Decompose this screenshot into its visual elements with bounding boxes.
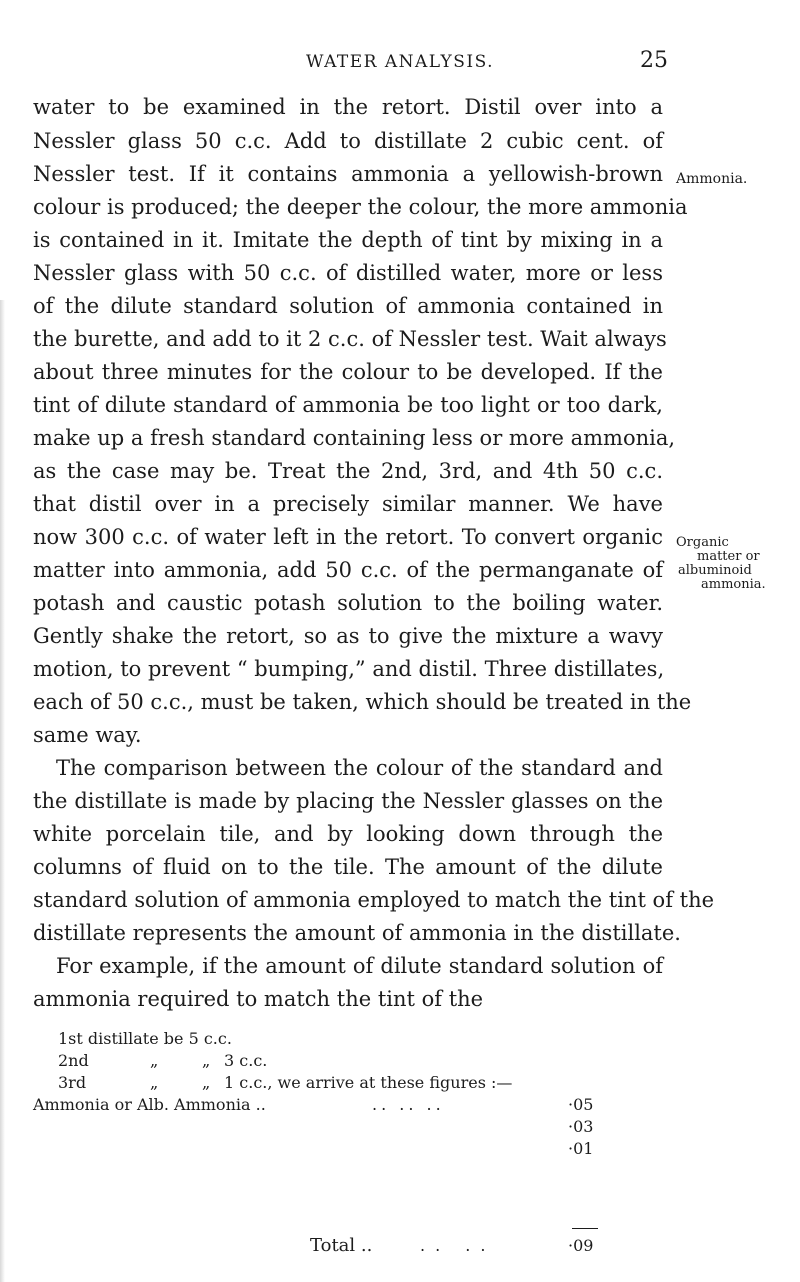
body-line-14: now 300 c.c. of water left in the retort. To convert organic <box>33 525 663 549</box>
body-line-23: white porcelain tile, and by looking down through the <box>33 822 663 846</box>
figures-leader-dots: .. .. .. <box>372 1095 445 1114</box>
body-line-18: motion, to prevent “ bumping,” and distil. Three distillates, <box>33 657 665 681</box>
body-line-4: colour is produced; the deeper the colour, the more ammonia <box>33 195 688 219</box>
total-leader-dots: .. .. <box>420 1236 496 1255</box>
body-line-22: the distillate is made by placing the Nessler glasses on the <box>33 789 663 813</box>
body-line-3: Nessler test. If it contains ammonia a yellowish-brown <box>33 162 663 186</box>
distillate-line-2-ditto-2: „ <box>202 1051 211 1070</box>
body-line-7: of the dilute standard solution of ammonia contained in <box>33 294 663 318</box>
body-line-16: potash and caustic potash solution to the boiling water. <box>33 591 663 615</box>
distillate-line-3-ditto-1: „ <box>150 1073 159 1092</box>
body-line-27: For example, if the amount of dilute standard solution of <box>56 954 663 978</box>
body-line-6: Nessler glass with 50 c.c. of distilled water, more or less <box>33 261 663 285</box>
figure-value-2: ·03 <box>568 1117 594 1136</box>
body-line-12: as the case may be. Treat the 2nd, 3rd, and 4th 50 c.c. <box>33 459 663 483</box>
side-note-organic-1: Organic <box>676 535 729 550</box>
total-rule <box>572 1228 598 1229</box>
body-line-26: distillate represents the amount of ammonia in the distillate. <box>33 921 681 945</box>
side-note-ammonia: Ammonia. <box>676 171 748 187</box>
body-line-21: The comparison between the colour of the standard and <box>56 756 663 780</box>
running-header: WATER ANALYSIS. <box>305 52 495 72</box>
distillate-line-2-ordinal: 2nd <box>58 1051 89 1070</box>
body-line-28: ammonia required to match the tint of the <box>33 987 484 1011</box>
body-line-8: the burette, and add to it 2 c.c. of Nessler test. Wait always <box>33 327 667 351</box>
body-line-11: make up a fresh standard containing less or more ammonia, <box>33 426 676 450</box>
total-value: ·09 <box>568 1236 594 1255</box>
distillate-line-3-value: 1 c.c., we arrive at these figures :— <box>224 1073 513 1092</box>
body-line-9: about three minutes for the colour to be developed. If the <box>33 360 663 384</box>
figures-label: Ammonia or Alb. Ammonia .. <box>33 1095 266 1114</box>
page-number: 25 <box>640 48 668 73</box>
body-line-25: standard solution of ammonia employed to match the tint of the <box>33 888 715 912</box>
distillate-line-2-ditto-1: „ <box>150 1051 159 1070</box>
total-label: Total .. <box>310 1235 373 1256</box>
body-line-24: columns of fluid on to the tile. The amount of the dilute <box>33 855 663 879</box>
body-line-1: water to be examined in the retort. Distil over into a <box>33 95 663 119</box>
body-line-19: each of 50 c.c., must be taken, which should be treated in the <box>33 690 692 714</box>
distillate-line-3-ditto-2: „ <box>202 1073 211 1092</box>
side-note-organic-4: ammonia. <box>701 577 766 592</box>
figure-value-3: ·01 <box>568 1139 594 1158</box>
distillate-line-1: 1st distillate be 5 c.c. <box>58 1029 232 1048</box>
side-note-organic-2: matter or <box>697 549 760 564</box>
figure-value-1: ·05 <box>568 1095 594 1114</box>
body-line-13: that distil over in a precisely similar manner. We have <box>33 492 663 516</box>
page-edge-shadow <box>0 300 5 1282</box>
body-line-15: matter into ammonia, add 50 c.c. of the permanganate of <box>33 558 663 582</box>
body-line-2: Nessler glass 50 c.c. Add to distillate 2 cubic cent. of <box>33 129 663 153</box>
body-line-17: Gently shake the retort, so as to give the mixture a wavy <box>33 624 663 648</box>
body-line-20: same way. <box>33 723 142 747</box>
side-note-organic-3: albuminoid <box>678 563 752 578</box>
body-line-10: tint of dilute standard of ammonia be too light or too dark, <box>33 393 663 417</box>
distillate-line-3-ordinal: 3rd <box>58 1073 87 1092</box>
distillate-line-2-value: 3 c.c. <box>224 1051 268 1070</box>
body-line-5: is contained in it. Imitate the depth of tint by mixing in a <box>33 228 663 252</box>
